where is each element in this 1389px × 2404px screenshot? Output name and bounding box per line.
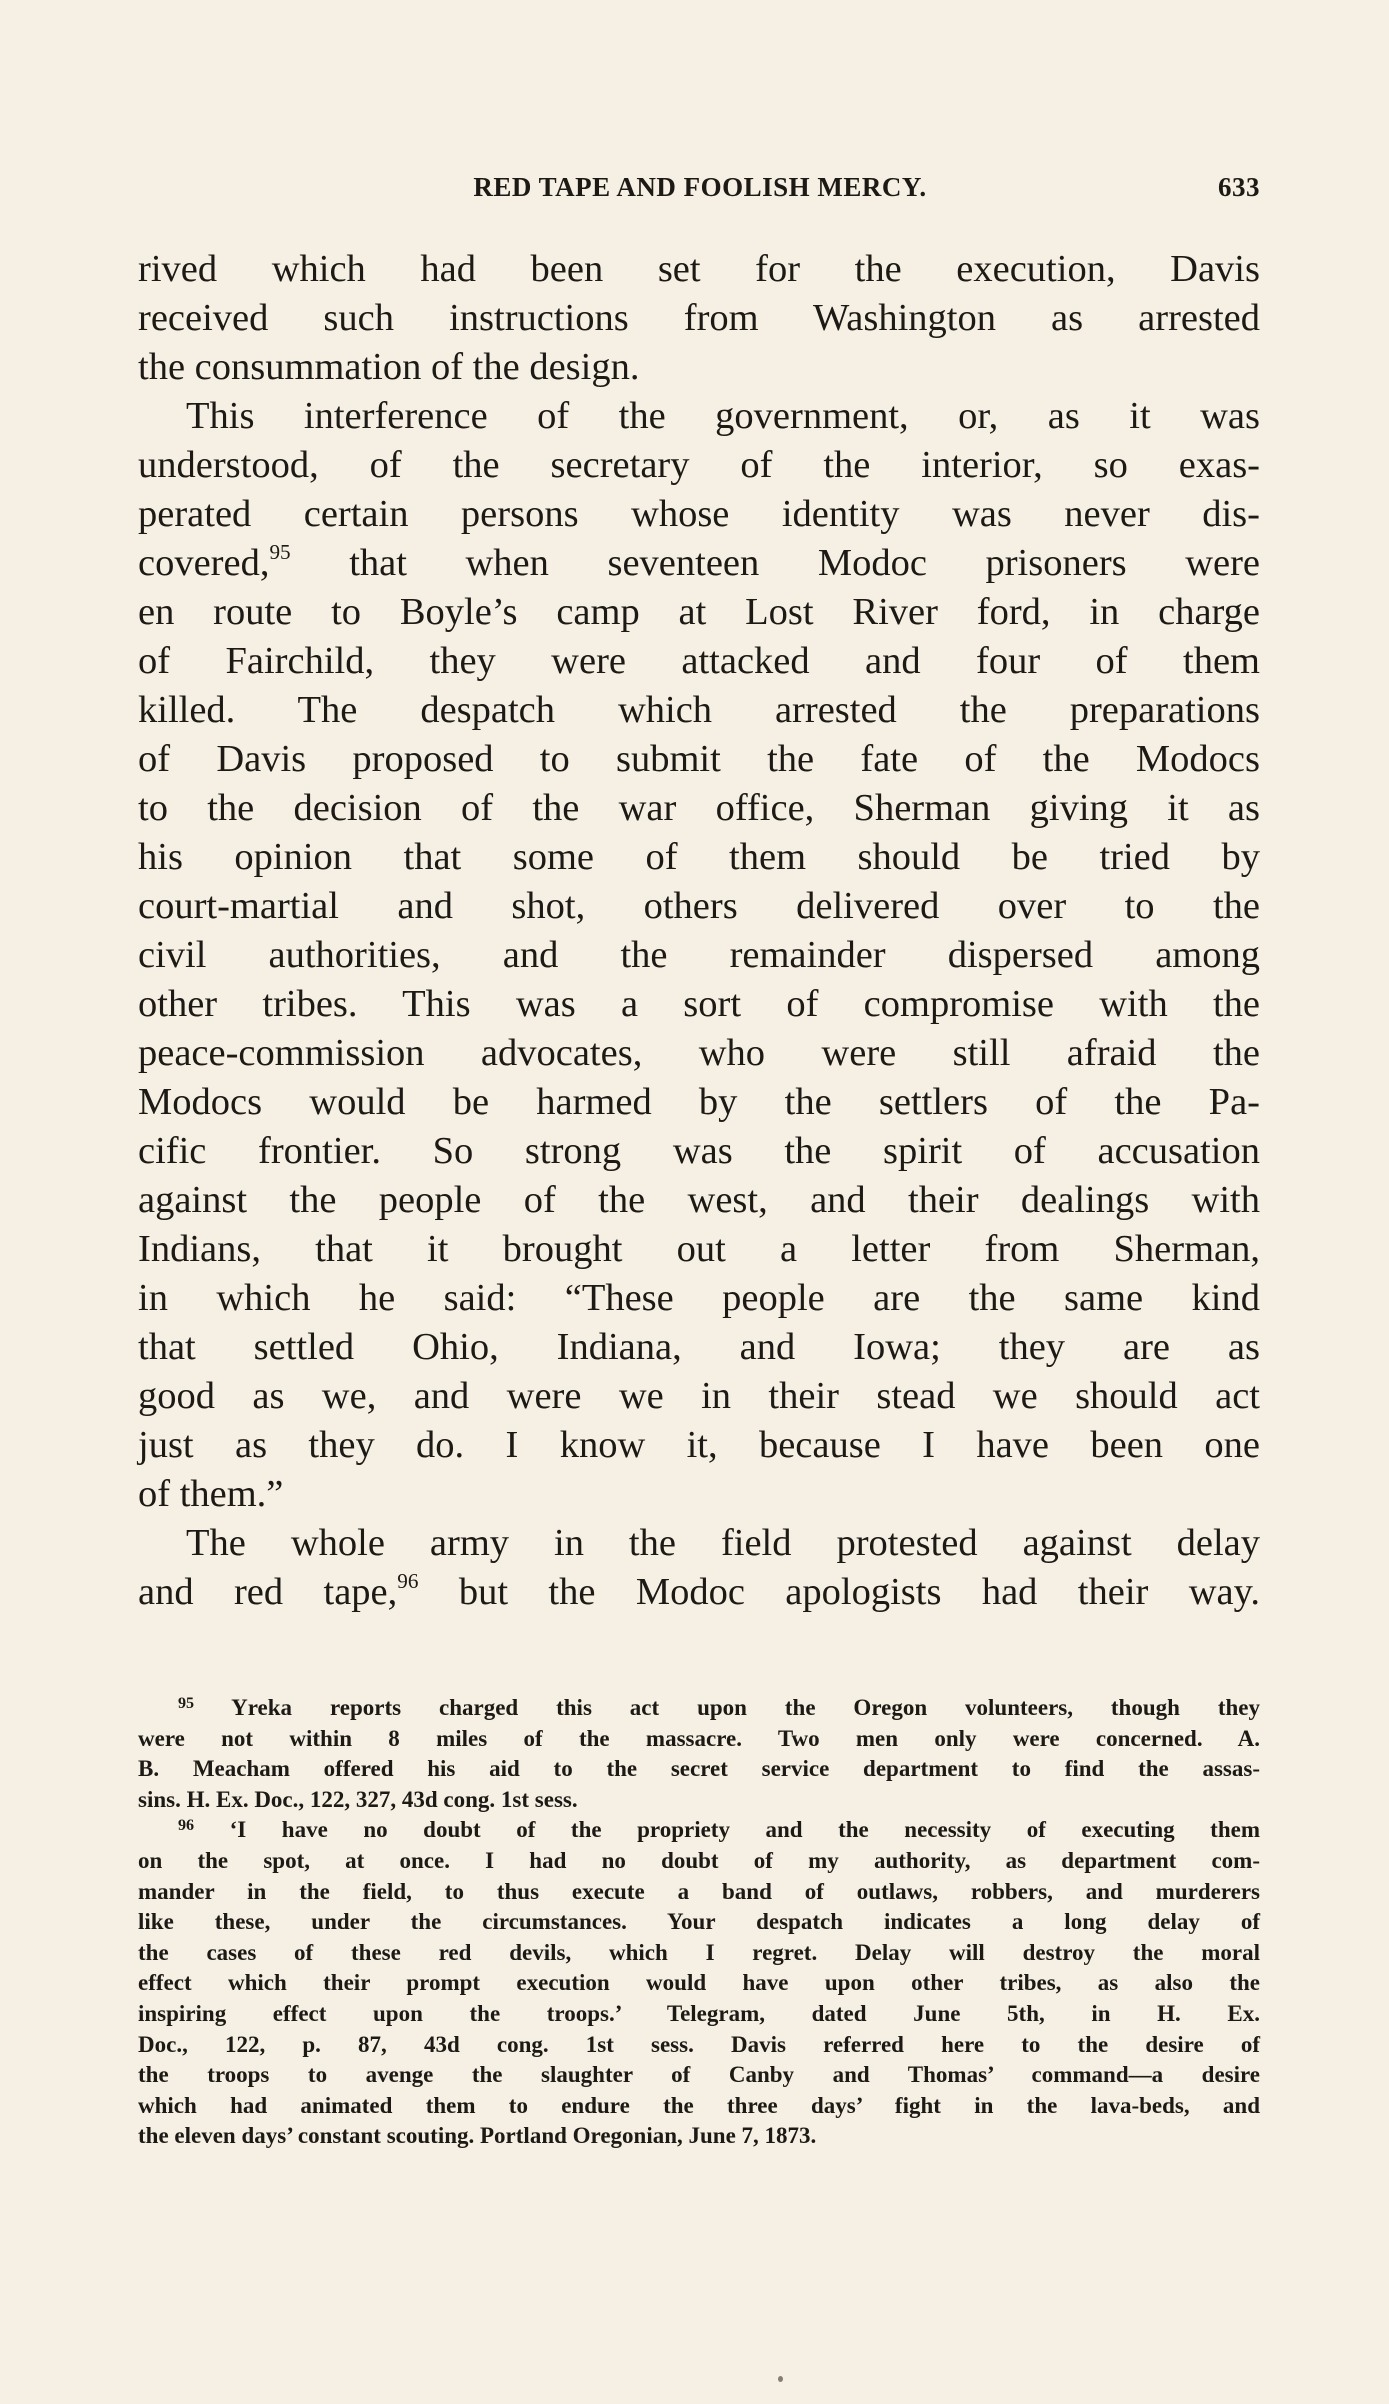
footnote-line: which had animated them to endure the three days’ fight in the lava-beds, and bbox=[138, 2092, 1260, 2118]
text-line: and red tape,$^{96}$ but the Modoc apologists had their way. bbox=[138, 1569, 1260, 1613]
footnote-ref-95[interactable]: 95 bbox=[269, 540, 291, 565]
text-line: of them.” bbox=[138, 1473, 284, 1515]
text-line: good as we, and were we in their stead we should act bbox=[138, 1375, 1260, 1417]
text-line: The whole army in the field protested against delay bbox=[186, 1522, 1260, 1564]
footnote-line: on the spot, at once. I had no doubt of my authority, as department com- bbox=[138, 1847, 1260, 1873]
body-text bbox=[138, 245, 1260, 1617]
footnotes bbox=[138, 1693, 1260, 2152]
text-line: in which he said: “These people are the same kind bbox=[138, 1277, 1260, 1319]
ink-speck bbox=[778, 2376, 783, 2382]
text-line: other tribes. This was a sort of compromise with the bbox=[138, 983, 1260, 1025]
footnote-line: $^{95}$ Yreka reports charged this act upon the Oregon volunteers, though they bbox=[178, 1694, 1260, 1720]
footnote-line: B. Meacham offered his aid to the secret service department to find the assas- bbox=[138, 1756, 1260, 1782]
text-line: civil authorities, and the remainder dispersed among bbox=[138, 934, 1260, 976]
paragraph-1 bbox=[138, 245, 1260, 392]
page-header bbox=[140, 172, 1260, 212]
text-line: of Davis proposed to submit the fate of the Modocs bbox=[138, 738, 1260, 780]
text-line: to the decision of the war office, Sherman giving it as bbox=[138, 787, 1260, 829]
footnote-line: like these, under the circumstances. Your despatch indicates a long delay of bbox=[138, 1909, 1260, 1935]
text-line: of Fairchild, they were attacked and four of them bbox=[138, 640, 1260, 682]
footnote-line: inspiring effect upon the troops.’ Telegram, dated June 5th, in H. Ex. bbox=[138, 2000, 1260, 2026]
footnote-line: mander in the field, to thus execute a band of outlaws, robbers, and murderers bbox=[138, 1878, 1260, 1904]
footnote-ref-96[interactable]: 96 bbox=[397, 1569, 419, 1594]
text-line: against the people of the west, and their dealings with bbox=[138, 1179, 1260, 1221]
text-line: court-martial and shot, others delivered over to the bbox=[138, 885, 1260, 927]
footnote-line: effect which their prompt execution would have upon other tribes, as also the bbox=[138, 1970, 1260, 1996]
footnote-line: sins. H. Ex. Doc., 122, 327, 43d cong. 1st sess. bbox=[138, 1786, 578, 1812]
text-line: his opinion that some of them should be tried by bbox=[138, 836, 1260, 878]
footnote-line: were not within 8 miles of the massacre. Two men only were concerned. A. bbox=[138, 1725, 1260, 1751]
text-line: Modocs would be harmed by the settlers of the Pa- bbox=[138, 1081, 1260, 1123]
text-line: This interference of the government, or, as it was bbox=[186, 395, 1260, 437]
text-line: understood, of the secretary of the interior, so exas- bbox=[138, 444, 1260, 486]
page-number: 633 bbox=[1218, 172, 1260, 202]
text-line: received such instructions from Washington as arrested bbox=[138, 297, 1260, 339]
text-line: just as they do. I know it, because I have been one bbox=[138, 1424, 1260, 1466]
footnote-mark: 96 bbox=[178, 1817, 195, 1835]
paragraph-2 bbox=[138, 392, 1260, 1519]
text-line: peace-commission advocates, who were still afraid the bbox=[138, 1032, 1260, 1074]
text-line: rived which had been set for the execution, Davis bbox=[138, 248, 1260, 290]
text-line: Indians, that it brought out a letter from Sherman, bbox=[138, 1228, 1260, 1270]
paragraph-3 bbox=[138, 1519, 1260, 1617]
footnote-line: the eleven days’ constant scouting. Portland Oregonian, June 7, 1873. bbox=[138, 2123, 817, 2149]
text-line: killed. The despatch which arrested the preparations bbox=[138, 689, 1260, 731]
footnote-line: Doc., 122, p. 87, 43d cong. 1st sess. Davis referred here to the desire of bbox=[138, 2031, 1260, 2057]
text-line: that settled Ohio, Indiana, and Iowa; they are as bbox=[138, 1326, 1260, 1368]
footnote-line: the cases of these red devils, which I regret. Delay will destroy the moral bbox=[138, 1939, 1260, 1965]
footnote-line: $^{96}$ ‘I have no doubt of the propriety and the necessity of executing them bbox=[178, 1817, 1260, 1843]
running-head: RED TAPE AND FOOLISH MERCY. bbox=[473, 172, 927, 202]
footnote-mark: 95 bbox=[178, 1694, 195, 1712]
text-line: cific frontier. So strong was the spirit of accusation bbox=[138, 1130, 1260, 1172]
text-line: covered,$^{95}$ that when seventeen Modoc prisoners were bbox=[138, 540, 1260, 584]
text-line: the consummation of the design. bbox=[138, 346, 640, 388]
footnote-96 bbox=[138, 1815, 1260, 2152]
text-line: perated certain persons whose identity was never dis- bbox=[138, 493, 1260, 535]
text-line: en route to Boyle’s camp at Lost River ford, in charge bbox=[138, 591, 1260, 633]
footnote-line: the troops to avenge the slaughter of Canby and Thomas’ command—a desire bbox=[138, 2062, 1260, 2088]
footnote-95 bbox=[138, 1693, 1260, 1815]
